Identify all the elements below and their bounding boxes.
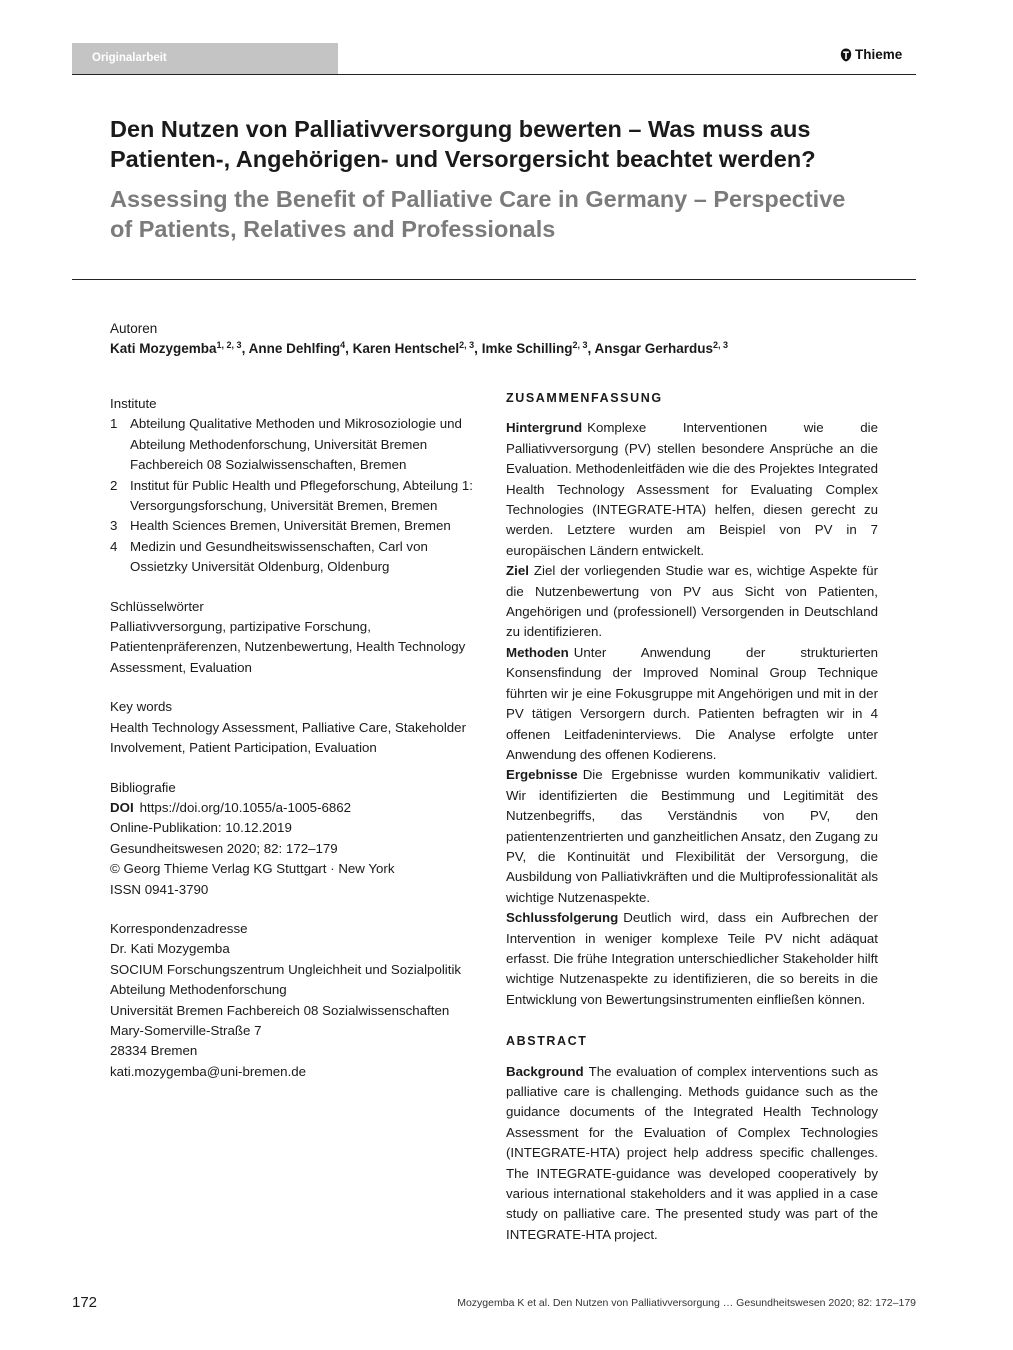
paragraph-text: Komplexe Interventionen wie die Palliativversorgung (PV) stellen besondere Ansprüche an die Evaluation. Methodenleitfäden wie die des Projektes Integrated Health Technology Assessment for Evaluating Complex Technologies (INTEGRATE-HTA) helfen, diesen gerecht zu werden. Letztere wurden am Beispiel von PV in 7 europäischen Ländern entwickelt.	[506, 420, 878, 558]
author-separator: ,	[345, 341, 353, 356]
paragraph-label: Schlussfolgerung	[506, 910, 619, 926]
author-name: Karen Hentschel	[352, 341, 460, 356]
author-list	[110, 341, 728, 356]
online-publication: Online-Publikation: 10.12.2019	[110, 820, 292, 836]
zusammenfassung-heading: ZUSAMMENFASSUNG	[506, 391, 663, 405]
author-name: Kati Mozygemba	[110, 341, 217, 356]
keywords-english-text: Health Technology Assessment, Palliative Care, Stakeholder Involvement, Patient Participation, Evaluation	[110, 719, 467, 756]
institute-text: Health Sciences Bremen, Universität Bremen, Bremen	[130, 518, 451, 534]
institutes-title: Institute	[110, 396, 157, 411]
keywords-german-text: Palliativversorgung, partizipative Forschung, Patientenpräferenzen, Nutzenbewertung, Health Technology Assessment, Evaluation	[110, 619, 466, 675]
bibliography-title: Bibliografie	[110, 779, 176, 795]
doi-link[interactable]: https://doi.org/10.1055/a-1005-6862	[139, 799, 352, 815]
institute-item	[110, 516, 486, 536]
correspondence-line: Mary-Somerville-Straße 7	[110, 1022, 262, 1038]
bibliography-block	[110, 778, 486, 900]
abstract-column	[506, 388, 878, 1245]
correspondence-title: Korrespondenzadresse	[110, 920, 248, 936]
institute-text: Institut für Public Health und Pflegeforschung, Abteilung 1: Versorgungsforschung, Universität Bremen, Bremen	[130, 477, 473, 514]
correspondence-line: Dr. Kati Mozygemba	[110, 941, 230, 957]
paragraph-label: Ergebnisse	[506, 767, 578, 783]
title-rule	[72, 279, 916, 280]
zusammenfassung-section	[506, 388, 878, 1010]
institute-item	[110, 537, 486, 578]
author-affiliation: 4	[340, 340, 346, 350]
paragraph-label: Methoden	[506, 644, 569, 660]
abstract-heading: ABSTRACT	[506, 1034, 588, 1049]
author-separator: ,	[241, 341, 249, 356]
institute-number: 3	[110, 518, 118, 534]
title-english	[110, 184, 900, 244]
author-affiliation: 2, 3	[459, 340, 475, 350]
institute-text: Abteilung Qualitative Methoden und Mikrosoziologie und Abteilung Methodenforschung, Universität Bremen Fachbereich 08 Sozialwissenschaften, Bremen	[130, 416, 462, 473]
paragraph-text: Die Ergebnisse wurden kommunikativ validiert. Wir identifizierten die Bestimmung und Legitimität des Nutzenbegriffs, das Verständnis von PV, den patientenzentrierten und ganzheitlichen Ansatz, den Zugang zu PV, die Kontinuität und Flexibilität der Versorgung, die Ausbildung von Palliativkräften und die Multiprofessionalität als wichtige Nutzenaspekte.	[506, 767, 878, 905]
paragraph-label: Background	[506, 1063, 584, 1079]
publisher-logo[interactable]	[840, 47, 902, 62]
author-affiliation: 2, 3	[572, 340, 588, 350]
institute-number: 4	[110, 538, 118, 554]
abstract-paragraph	[506, 643, 878, 765]
doi-line	[110, 798, 486, 818]
abstract-paragraph	[506, 418, 878, 561]
author-name: Ansgar Gerhardus	[594, 341, 714, 356]
abstract-paragraph	[506, 1062, 878, 1246]
correspondence-line: Abteilung Methodenforschung	[110, 982, 287, 998]
abstract-section	[506, 1031, 878, 1245]
institutes-list	[110, 414, 486, 577]
author-affiliation: 1, 2, 3	[216, 340, 242, 350]
correspondence-email[interactable]: kati.mozygemba@uni-bremen.de	[110, 1063, 307, 1079]
author-separator: ,	[474, 341, 482, 356]
author-name: Imke Schilling	[481, 341, 573, 356]
keywords-english-title: Key words	[110, 699, 173, 715]
abstract-paragraph	[506, 908, 878, 1010]
correspondence-line: Universität Bremen Fachbereich 08 Sozialwissenschaften	[110, 1002, 450, 1018]
thieme-logo-icon	[840, 48, 852, 62]
copyright: © Georg Thieme Verlag KG Stuttgart · New York	[110, 861, 395, 877]
page-number: 172	[72, 1294, 98, 1311]
metadata-column	[110, 394, 486, 1101]
abstract-paragraph	[506, 765, 878, 908]
paragraph-text: Deutlich wird, dass ein Aufbrechen der Intervention in weniger komplexe Teile PV nicht adäquat erfasst. Die frühe Integration unterschiedlicher Stakeholder hilft wichtige Nutzenaspekte zu identifizieren, die so bereits in die Entwicklung von Bewertungsinstrumenten einfließen können.	[506, 910, 878, 1007]
institute-number: 2	[110, 477, 118, 493]
institute-item	[110, 414, 486, 475]
abstract-paragraph	[506, 561, 878, 643]
paragraph-text: Unter Anwendung der strukturierten Konsensfindung der Improved Nominal Group Technique führten wir je eine Fokusgruppe mit Angehörigen und mit in der PV tätigen Versorgern durch. Patienten befragten wir in 4 offenen Leitfadeninterviews. Die Analyse erfolgte unter Anwendung des offenen Kodierens.	[506, 644, 878, 762]
doi-label: DOI	[110, 799, 134, 815]
paragraph-text: Ziel der vorliegenden Studie war es, wichtige Aspekte für die Nutzenbewertung von PV aus Sicht von Patienten, Angehörigen und (professionell) Versorgenden in Deutschland zu identifizieren.	[506, 563, 878, 640]
title-english-line-2: of Patients, Relatives and Professionals	[110, 216, 556, 242]
keywords-german-title: Schlüsselwörter	[110, 598, 204, 614]
title-german	[110, 114, 900, 174]
author-name: Anne Dehlfing	[248, 341, 341, 356]
title-german-line-1: Den Nutzen von Palliativversorgung bewerten – Was muss aus	[110, 116, 811, 142]
institute-item	[110, 476, 486, 517]
citation: Gesundheitswesen 2020; 82: 172–179	[110, 840, 338, 856]
issn: ISSN 0941-3790	[110, 881, 209, 897]
keywords-german-block	[110, 597, 486, 679]
authors-label: Autoren	[110, 321, 158, 336]
title-german-line-2: Patienten-, Angehörigen- und Versorgersicht beachtet werden?	[110, 146, 816, 172]
keywords-english-block	[110, 697, 486, 758]
footer-reference: Mozygemba K et al. Den Nutzen von Palliativversorgung … Gesundheitswesen 2020; 82: 172–179	[457, 1297, 916, 1309]
institute-text: Medizin und Gesundheitswissenschaften, Carl von Ossietzky Universität Oldenburg, Oldenburg	[130, 538, 428, 575]
institute-number: 1	[110, 416, 118, 432]
correspondence-block	[110, 919, 486, 1082]
author-separator: ,	[587, 341, 595, 356]
section-tab: Originalarbeit	[72, 43, 338, 74]
header-rule	[72, 74, 916, 75]
title-english-line-1: Assessing the Benefit of Palliative Care in Germany – Perspective	[110, 186, 846, 212]
author-affiliation: 2, 3	[713, 340, 729, 350]
paragraph-text: The evaluation of complex interventions such as palliative care is challenging. Methods guidance such as the guidance documents of the Integrated Health Technology Assessment for the Evaluation of Complex Technologies (INTEGRATE-HTA) project help address specific challenges. The INTEGRATE-guidance was developed cooperatively by various international stakeholders and it was applied in a case study on palliative care. The presented study was part of the INTEGRATE-HTA project.	[506, 1063, 878, 1242]
paragraph-label: Ziel	[506, 563, 529, 579]
institutes-block	[110, 394, 486, 578]
correspondence-line: 28334 Bremen	[110, 1043, 198, 1059]
publisher-name: Thieme	[855, 47, 903, 62]
correspondence-line: SOCIUM Forschungszentrum Ungleichheit und Sozialpolitik	[110, 961, 462, 977]
paragraph-label: Hintergrund	[506, 420, 583, 436]
